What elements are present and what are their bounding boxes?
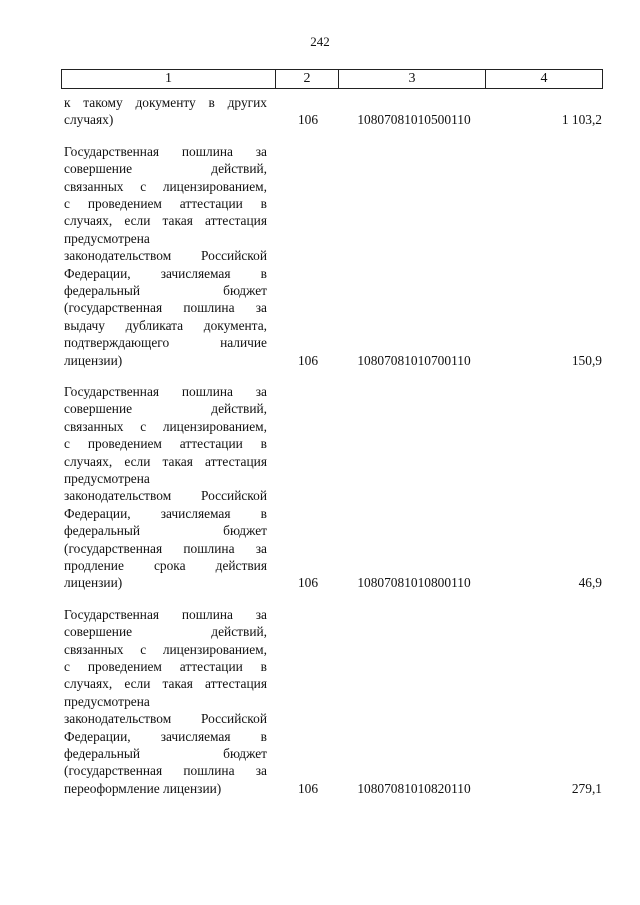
row-amount: 279,1 — [571, 780, 602, 796]
description-line: Государственная пошлина за — [64, 143, 267, 159]
description-line: предусмотрена — [64, 693, 150, 709]
description-line: федеральный бюджет — [64, 283, 267, 299]
row-classification-code: 10807081010700110 — [357, 352, 471, 368]
row-col2-code: 106 — [297, 575, 319, 591]
description-line: федеральный бюджет — [64, 746, 267, 762]
description-line: случаях, если такая аттестация — [64, 213, 267, 229]
description-line: случаях, если такая аттестация — [64, 453, 267, 469]
description-line: лицензии) — [64, 352, 123, 368]
description-line: Государственная пошлина за — [64, 606, 267, 622]
row-description — [64, 143, 267, 369]
row-amount: 46,9 — [578, 575, 602, 591]
page-number: 242 — [310, 34, 330, 49]
row-amount: 1 103,2 — [561, 112, 602, 128]
row-description — [64, 383, 267, 592]
description-line: связанных с лицензированием, — [64, 418, 267, 434]
header-col-4: 4 — [540, 71, 548, 86]
description-line: с проведением аттестации в — [64, 436, 267, 452]
description-line: Государственная пошлина за — [64, 384, 267, 399]
description-line: предусмотрена — [64, 471, 150, 487]
description-line: совершение действий, — [64, 401, 267, 417]
row-classification-code: 10807081010820110 — [357, 780, 471, 796]
row-classification-code: 10807081010500110 — [357, 112, 471, 128]
description-line: федеральный бюджет — [64, 523, 267, 539]
description-line: случаях, если такая аттестация — [64, 676, 267, 692]
row-classification-code: 10807081010800110 — [357, 575, 471, 591]
description-line: совершение действий, — [64, 624, 267, 640]
description-line: подтверждающего наличие — [64, 335, 267, 351]
description-line: с проведением аттестации в — [64, 196, 267, 212]
description-line: продление срока действия — [64, 558, 267, 574]
description-line: (государственная пошлина за — [64, 300, 267, 316]
description-line: Федерации, зачисляемая в — [64, 265, 267, 281]
header-col-3: 3 — [339, 70, 486, 88]
description-line: совершение действий, — [64, 161, 267, 177]
description-line: выдачу дубликата документа, — [64, 317, 267, 333]
row-col2-code: 106 — [297, 352, 319, 368]
description-line: предусмотрена — [64, 230, 150, 246]
description-line: связанных с лицензированием, — [64, 641, 267, 657]
header-col-2: 2 — [276, 70, 339, 88]
description-line: Федерации, зачисляемая в — [64, 728, 267, 744]
description-line: (государственная пошлина за — [64, 763, 267, 779]
table-header — [61, 69, 603, 89]
description-line: лицензии) — [64, 575, 123, 591]
description-line: законодательством Российской — [64, 711, 267, 727]
row-amount: 150,9 — [571, 352, 602, 368]
description-line: с проведением аттестации в — [64, 659, 267, 675]
description-line: переоформление лицензии) — [64, 780, 222, 796]
description-line: связанных с лицензированием, — [64, 178, 267, 194]
description-line: к такому документу в других — [64, 95, 267, 110]
description-line: законодательством Российской — [64, 248, 267, 264]
header-col-1: 1 — [62, 70, 276, 88]
row-description — [64, 606, 267, 797]
row-col2-code: 106 — [297, 112, 319, 128]
description-line: случаях) — [64, 112, 114, 128]
row-col2-code: 106 — [297, 780, 319, 796]
description-line: (государственная пошлина за — [64, 540, 267, 556]
description-line: законодательством Российской — [64, 488, 267, 504]
row-description — [64, 94, 267, 129]
description-line: Федерации, зачисляемая в — [64, 505, 267, 521]
